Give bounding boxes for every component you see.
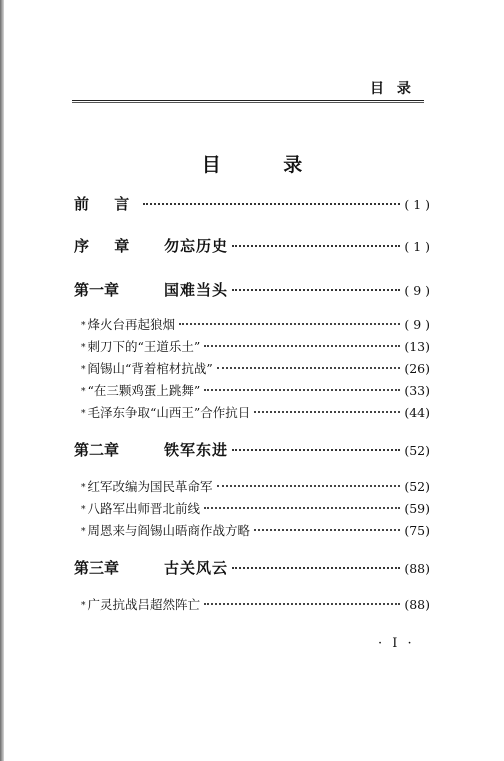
dot-leader: [232, 449, 400, 451]
page-number: (13): [404, 339, 430, 354]
dot-leader: [204, 507, 400, 509]
table-of-contents: [74, 193, 430, 617]
dot-leader: [204, 603, 400, 605]
asterisk-marker: *: [81, 343, 86, 353]
page-number: ( 9 ): [404, 283, 430, 298]
page-number: (26): [404, 361, 430, 376]
page-number: ( 9 ): [404, 317, 430, 332]
dot-leader: [204, 389, 400, 391]
dot-leader: [179, 323, 400, 325]
header-rule: [72, 100, 424, 101]
page-number: (33): [404, 383, 430, 398]
chapter-title: 古关风云: [164, 559, 229, 577]
asterisk-marker: *: [81, 527, 86, 537]
toc-chapter-row[interactable]: [74, 235, 430, 259]
chapter-label: 第一章: [74, 281, 120, 299]
toc-section-row[interactable]: [74, 595, 430, 617]
page-number: ( 1 ): [404, 239, 430, 254]
dot-leader: [217, 367, 401, 369]
section-title: 周恩来与阎锡山晤商作战方略: [87, 523, 251, 538]
dot-leader: [232, 567, 400, 569]
section-title: 烽火台再起狼烟: [87, 317, 176, 332]
dot-leader: [254, 411, 400, 413]
toc-section-row[interactable]: [74, 499, 430, 521]
toc-chapter-row[interactable]: [74, 439, 430, 463]
section-title: 刺刀下的“王道乐土”: [87, 339, 201, 354]
asterisk-marker: *: [81, 483, 86, 493]
section-title: 广灵抗战吕超然阵亡: [87, 597, 201, 612]
section-title: 红军改编为国民革命军: [87, 479, 213, 494]
asterisk-marker: *: [81, 365, 86, 375]
page-number: (44): [404, 405, 430, 420]
dot-leader: [254, 529, 400, 531]
toc-chapter-row[interactable]: [74, 279, 430, 303]
page-number: (59): [404, 501, 430, 516]
dot-leader: [143, 203, 400, 205]
page-number: (88): [404, 597, 430, 612]
asterisk-marker: *: [81, 409, 86, 419]
page-number: (88): [404, 561, 430, 576]
dot-leader: [217, 485, 401, 487]
page-folio: · I ·: [378, 636, 415, 651]
section-title: 八路军出师晋北前线: [87, 501, 201, 516]
dot-leader: [232, 245, 400, 247]
dot-leader: [232, 289, 400, 291]
toc-chapter-row[interactable]: [74, 193, 430, 217]
section-title: 阎锡山“背着棺材抗战”: [87, 361, 213, 376]
toc-chapter-row[interactable]: [74, 557, 430, 581]
running-head: 目 录: [370, 81, 415, 97]
chapter-label: 前 言: [74, 195, 140, 213]
toc-section-row[interactable]: [74, 521, 430, 543]
toc-section-row[interactable]: [74, 337, 430, 359]
chapter-label: 序 章: [74, 237, 140, 255]
asterisk-marker: *: [81, 601, 86, 611]
page-number: ( 1 ): [404, 197, 430, 212]
toc-section-row[interactable]: [74, 477, 430, 499]
asterisk-marker: *: [81, 505, 86, 515]
toc-section-row[interactable]: [74, 403, 430, 425]
page-edge-shadow: [0, 0, 4, 761]
header-rule-double: [72, 102, 424, 103]
section-title: “在三颗鸡蛋上跳舞”: [87, 383, 201, 398]
chapter-label: 第三章: [74, 559, 120, 577]
dot-leader: [204, 345, 400, 347]
toc-section-row[interactable]: [74, 315, 430, 337]
page-title: 目 录: [201, 154, 331, 176]
asterisk-marker: *: [81, 321, 86, 331]
toc-section-row[interactable]: [74, 359, 430, 381]
chapter-title: 勿忘历史: [164, 237, 229, 255]
section-title: 毛泽东争取“山西王”合作抗日: [87, 405, 251, 420]
asterisk-marker: *: [81, 387, 86, 397]
page-number: (75): [404, 523, 430, 538]
chapter-label: 第二章: [74, 441, 120, 459]
chapter-title: 铁军东进: [164, 441, 229, 459]
chapter-title: 国难当头: [164, 281, 229, 299]
page-number: (52): [404, 443, 430, 458]
page-number: (52): [404, 479, 430, 494]
toc-section-row[interactable]: [74, 381, 430, 403]
